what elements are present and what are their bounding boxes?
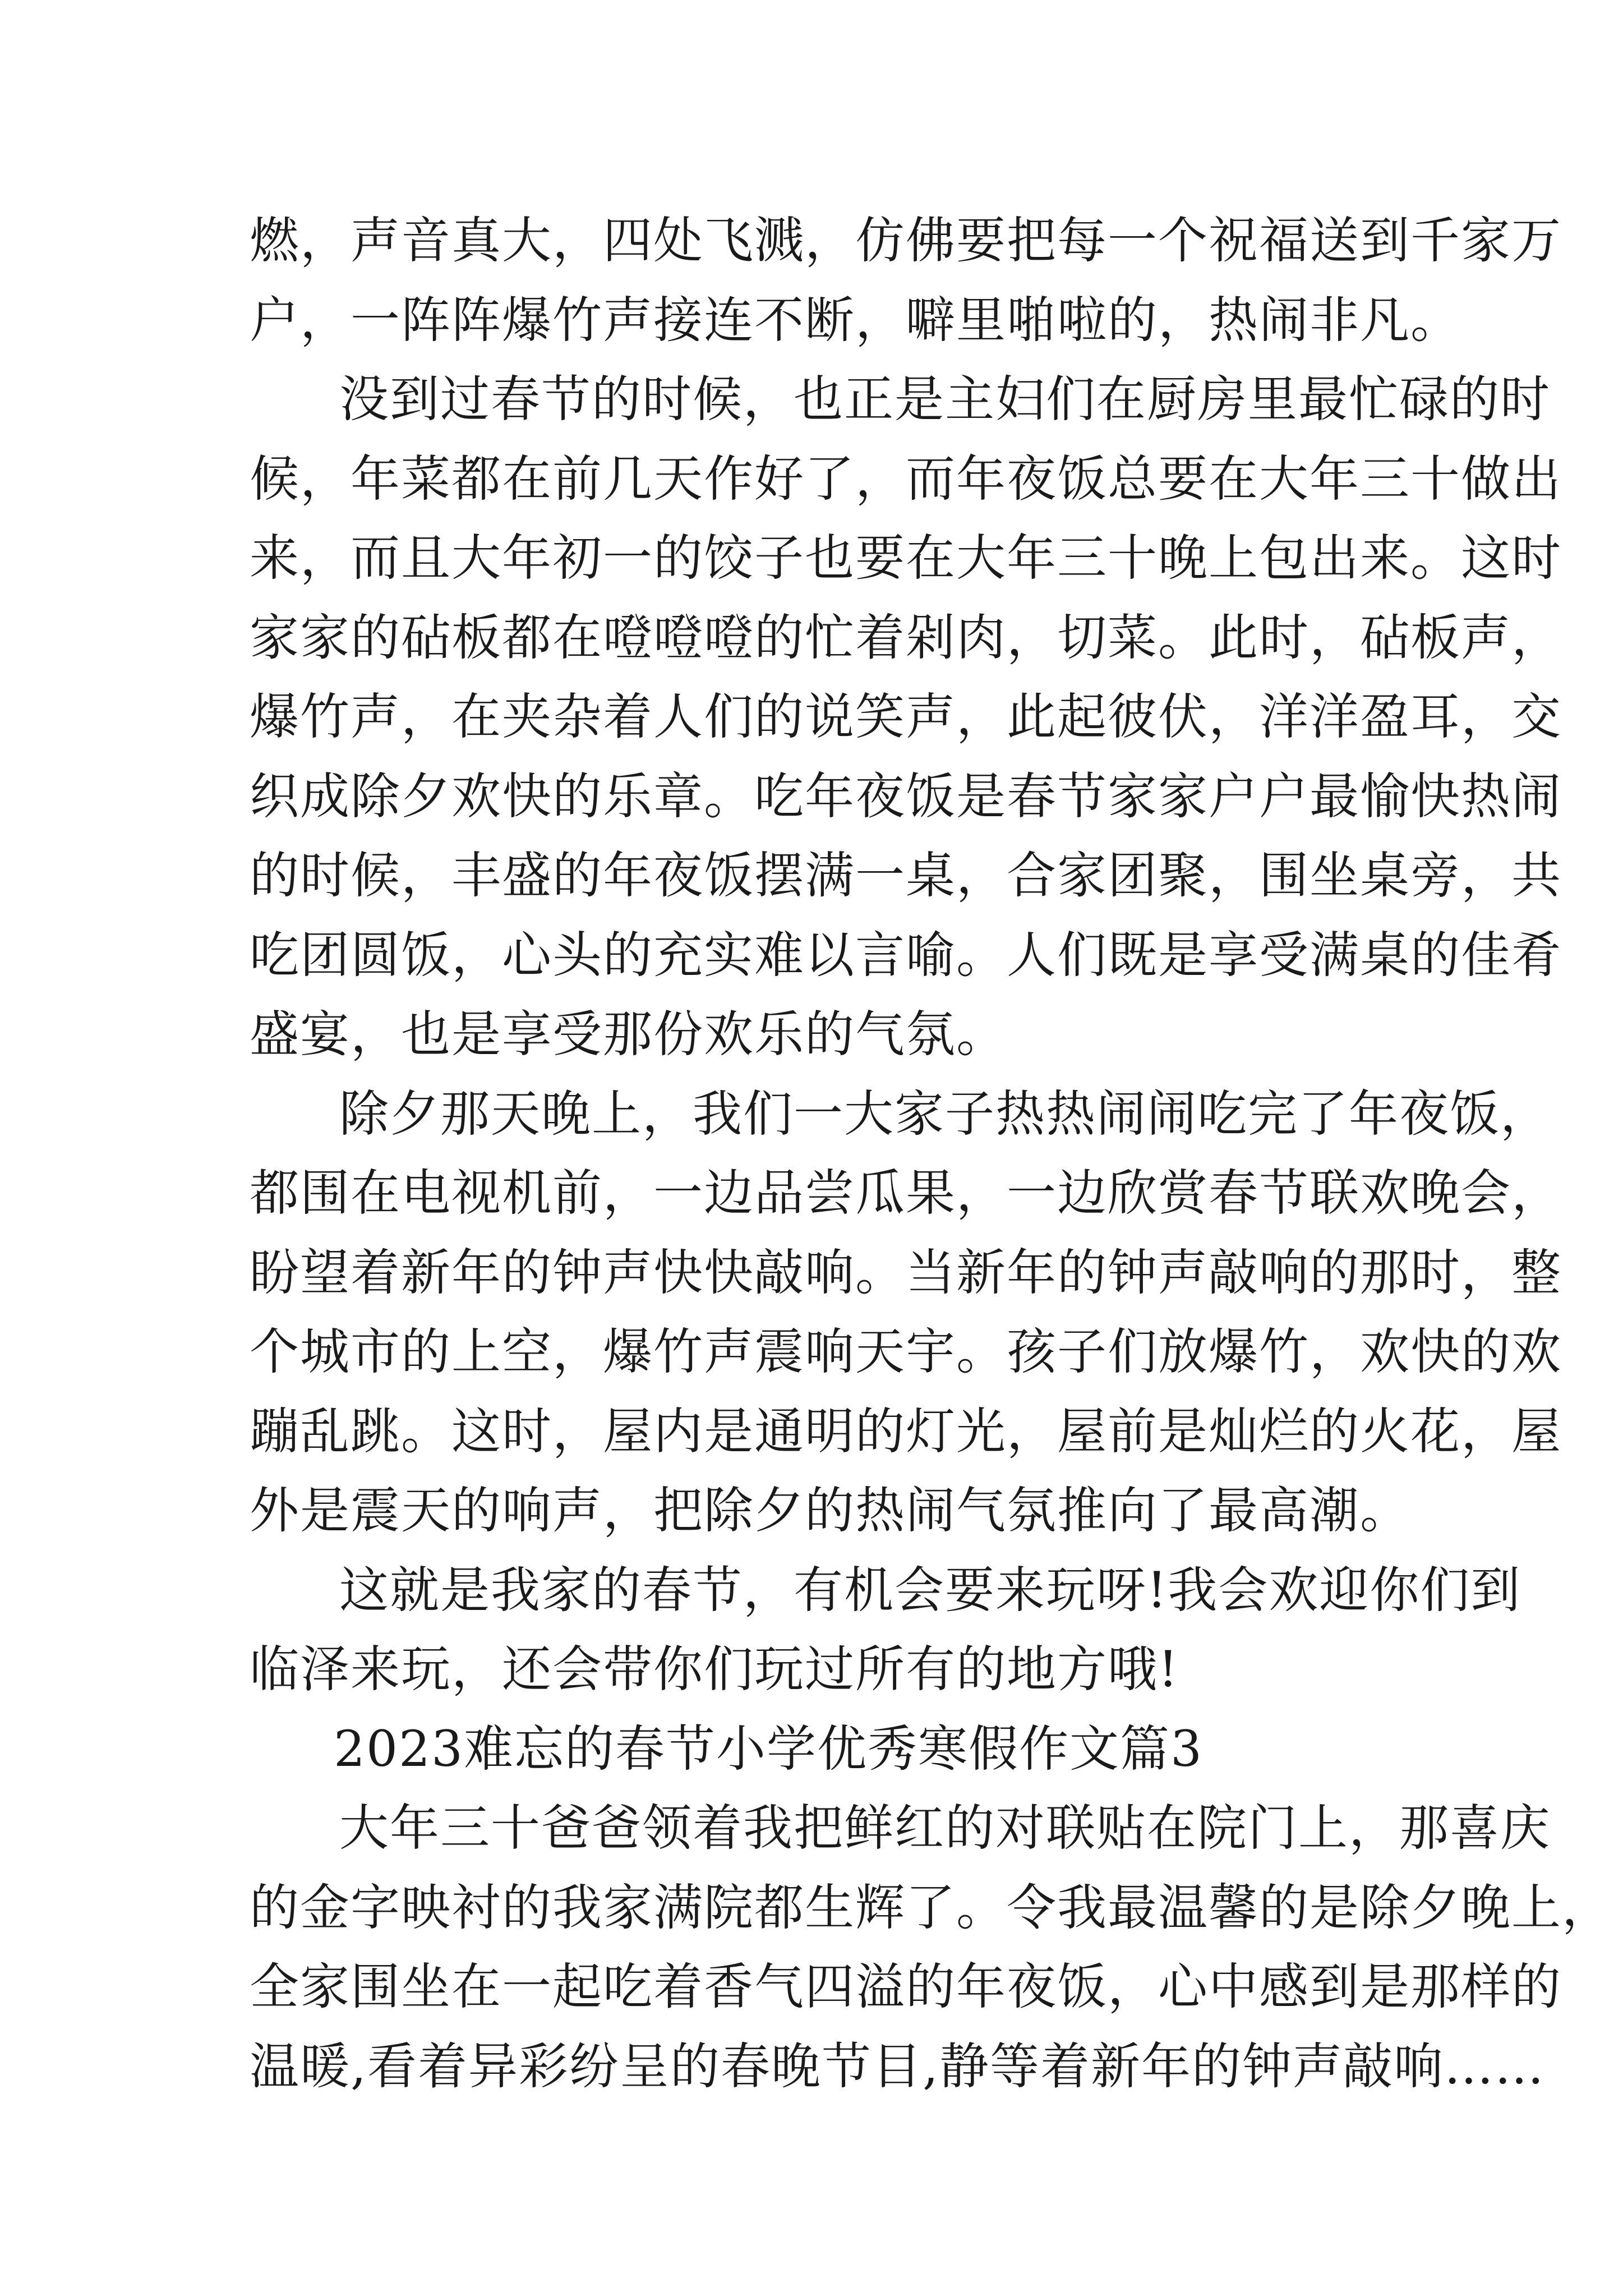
text-line: 温暖,看着异彩纷呈的春晚节目,静等着新年的钟声敲响…… xyxy=(250,2037,1545,2095)
section-heading: 2023难忘的春节小学优秀寒假作文篇3 xyxy=(334,1719,1203,1778)
text-line: 家家的砧板都在噔噔噔的忙着剁肉，切菜。此时，砧板声， xyxy=(250,608,1562,666)
text-line: 来，而且大年初一的饺子也要在大年三十晚上包出来。这时 xyxy=(250,529,1562,587)
body-text xyxy=(250,201,1613,2106)
text-line: 全家围坐在一起吃着香气四溢的年夜饭，心中感到是那样的 xyxy=(250,1958,1562,2016)
text-line: 的时候，丰盛的年夜饭摆满一桌，合家团聚，围坐桌旁，共 xyxy=(250,846,1562,904)
text-line: 外是震天的响声，把除夕的热闹气氛推向了最高潮。 xyxy=(250,1481,1411,1539)
text-line: 蹦乱跳。这时，屋内是通明的灯光，屋前是灿烂的火花，屋 xyxy=(250,1402,1562,1460)
text-line: 爆竹声，在夹杂着人们的说笑声，此起彼伏，洋洋盈耳，交 xyxy=(250,688,1562,746)
text-line: 织成除夕欢快的乐章。吃年夜饭是春节家家户户最愉快热闹 xyxy=(250,767,1562,825)
text-line: 盼望着新年的钟声快快敲响。当新年的钟声敲响的那时，整 xyxy=(250,1243,1562,1301)
text-line: 的金字映衬的我家满院都生辉了。令我最温馨的是除夕晚上， xyxy=(250,1878,1613,1936)
paragraph-start-line: 没到过春节的时候，也正是主妇们在厨房里最忙碌的时 xyxy=(339,370,1551,428)
text-line: 吃团圆饭，心头的充实难以言喻。人们既是享受满桌的佳肴 xyxy=(250,926,1562,984)
text-line: 候，年菜都在前几天作好了，而年夜饭总要在大年三十做出 xyxy=(250,449,1562,508)
paragraph-start-line: 除夕那天晚上，我们一大家子热热闹闹吃完了年夜饭， xyxy=(339,1084,1551,1143)
text-line: 盛宴，也是享受那份欢乐的气氛。 xyxy=(250,1005,1007,1063)
paragraph-start-line: 大年三十爸爸领着我把鲜红的对联贴在院门上，那喜庆 xyxy=(339,1799,1551,1857)
text-line: 个城市的上空，爆竹声震响天宇。孩子们放爆竹，欢快的欢 xyxy=(250,1323,1562,1381)
text-line: 户，一阵阵爆竹声接连不断，噼里啪啦的，热闹非凡。 xyxy=(250,291,1461,349)
text-line: 燃，声音真大，四处飞溅，仿佛要把每一个祝福送到千家万 xyxy=(250,211,1562,269)
text-line: 临泽来玩，还会带你们玩过所有的地方哦! xyxy=(250,1640,1179,1698)
paragraph-start-line: 这就是我家的春节，有机会要来玩呀!我会欢迎你们到 xyxy=(339,1561,1521,1619)
text-line: 都围在电视机前，一边品尝瓜果，一边欣赏春节联欢晚会， xyxy=(250,1164,1562,1222)
